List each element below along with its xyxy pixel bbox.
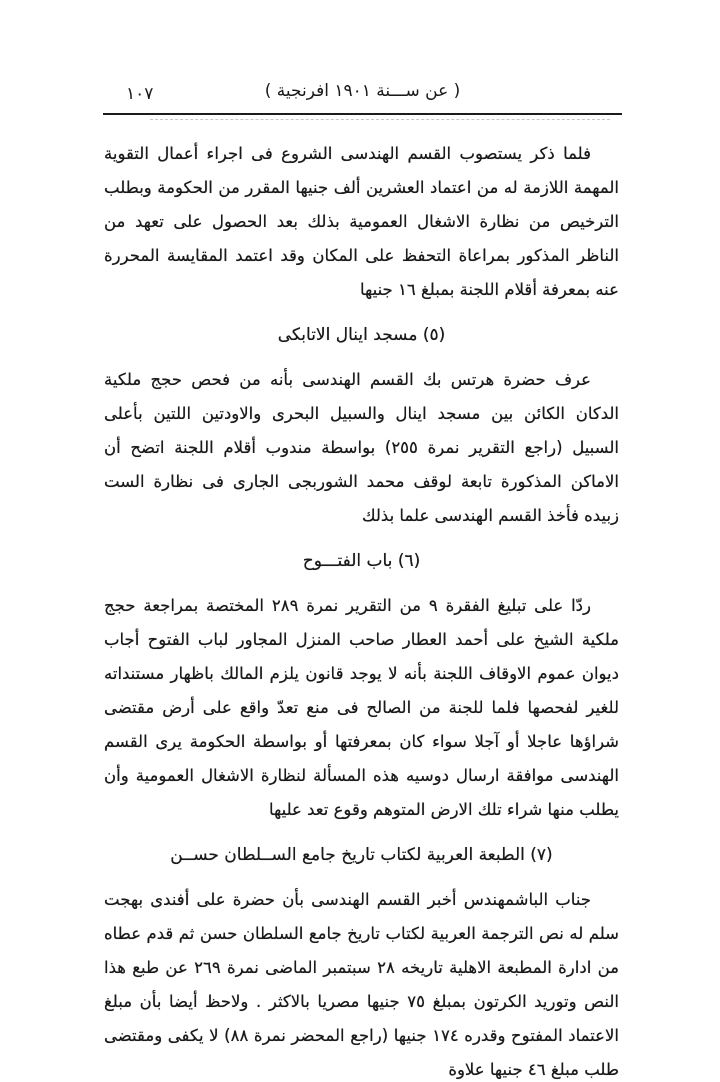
header-rule-scan-echo [150, 119, 610, 120]
paragraph-section-6: ردّا على تبليغ الفقرة ٩ من التقرير نمرة ٢٨٩ المختصة بمراجعة حجج ملكية الشيخ على أحمد العطار صاحب المنزل المجاور لباب الفتوح أجاب ديوان عموم الاوقاف اللجنة بأنه لا يوجد قانون يلزم المالك باظهار مستنداته للغير لفحصها فلما للجنة من الصالح فى منع تعدّ واقع على أرض مقتضى شراؤها عاجلا أو آجلا سواء كان بمعرفتها أو بواسطة الحكومة يرى القسم الهندسى موافقة ارسال دوسيه هذه المسألة لنظارة الاشغال العمومية وأن يطلب منها شراء تلك الارض المتوهم وقوع تعد عليها [104, 596, 619, 819]
running-header-title: ( عن ســـنة ١٩٠١ افرنجية ) [264, 81, 461, 101]
page-number: ١٠٧ [126, 84, 154, 104]
page-body [104, 137, 619, 1082]
paragraph-section-5: عرف حضرة هرتس بك القسم الهندسى بأنه من فحص حجج ملكية الدكان الكائن بين مسجد اينال والسبيل البحرى والاودتين اللتين بأعلى السبيل (راجع التقرير نمرة ٢٥٥) بواسطة مندوب أقلام اللجنة اتضح أن الاماكن المذكورة تابعة لوقف محمد الشوربجى الجارى فى نظارة الست زبيده فأخذ القسم الهندسى علما بذلك [104, 370, 619, 525]
section-heading-7-sultan-hassan-book: (٧) الطبعة العربية لكتاب تاريخ جامع الســلطان حســن [170, 845, 553, 865]
header-rule [103, 113, 622, 115]
section-heading-5-inal-mosque: (٥) مسجد اينال الاتابكى [277, 325, 446, 345]
paragraph-section-7: جناب الباشمهندس أخبر القسم الهندسى بأن حضرة على أفندى بهجت سلم له نص الترجمة العربية لكتاب تاريخ جامع السلطان حسن ثم قدم عطاه من ادارة المطبعة الاهلية تاريخه ٢٨ سبتمبر الماضى نمرة ٢٦٩ عن طبع هذا النص وتوريد الكرتون بمبلغ ٧٥ جنيها مصريا بالاكثر . ولاحظ أيضا بأن مبلغ الاعتماد المفتوح وقدره ١٧٤ جنيها (راجع المحضر نمرة ٨٨) لا يكفى ومقتضى طلب مبلغ ٤٦ جنيها علاوة [104, 890, 619, 1079]
section-heading-6-bab-al-futuh: (٦) باب الفتـــوح [302, 551, 421, 571]
paragraph-intro: فلما ذكر يستصوب القسم الهندسى الشروع فى اجراء أعمال التقوية المهمة اللازمة له من اعتماد العشرين ألف جنيها المقرر من الحكومة وبطلب الترخيص من نظارة الاشغال العمومية بذلك بعد الحصول على تعهد من الناظر المذكور بمراعاة التحفظ على المكان وقد اعتمد المقايسة المحررة عنه بمعرفة أقلام اللجنة بمبلغ ١٦ جنيها [104, 144, 619, 299]
